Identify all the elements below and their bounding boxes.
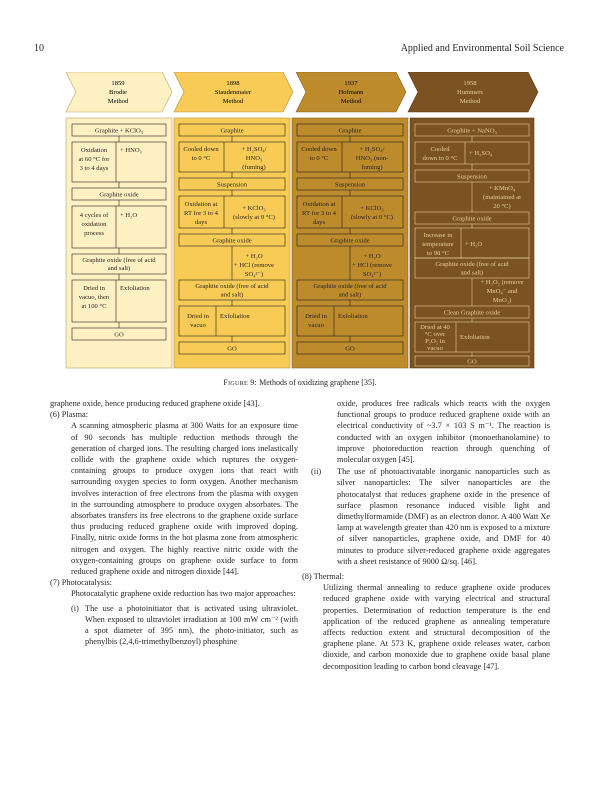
svg-text:Oxidation at: Oxidation at [184, 201, 218, 208]
svg-text:+ HNO₃: + HNO₃ [120, 147, 142, 154]
svg-text:°C over: °C over [424, 331, 446, 338]
svg-text:+ H₂SO₄: + H₂SO₄ [469, 150, 493, 157]
svg-text:at 100 °C: at 100 °C [81, 303, 107, 310]
list-marker-i: (i) [71, 603, 79, 613]
svg-text:to 0 °C: to 0 °C [309, 155, 329, 162]
right-column [302, 398, 550, 672]
header-arrow-staudenmaier [174, 72, 293, 112]
svg-text:oxidation: oxidation [81, 221, 107, 228]
svg-text:Dried in: Dried in [83, 285, 105, 292]
svg-text:vacuo: vacuo [427, 345, 443, 352]
svg-text:Oxidation at: Oxidation at [302, 201, 336, 208]
journal-title: Applied and Environmental Soil Science [400, 43, 564, 54]
svg-text:temperature: temperature [422, 241, 454, 248]
svg-text:Increase in: Increase in [423, 232, 453, 239]
svg-text:GO: GO [467, 358, 477, 366]
svg-text:+ H₂O₂ (remove: + H₂O₂ (remove [480, 279, 524, 286]
svg-text:RT for 3 to 4: RT for 3 to 4 [302, 210, 336, 217]
header-arrow-hofmann [296, 72, 406, 112]
svg-text:GO: GO [227, 345, 237, 353]
svg-text:20 °C): 20 °C) [493, 203, 511, 210]
svg-text:and salt): and salt) [460, 269, 484, 277]
svg-text:+ H₂SO₄/: + H₂SO₄/ [359, 146, 385, 153]
svg-text:+ HCl (remove: + HCl (remove [234, 262, 274, 269]
svg-text:HNO₃ (non-: HNO₃ (non- [355, 155, 389, 162]
svg-text:to 98 °C: to 98 °C [426, 250, 450, 257]
svg-text:days: days [194, 219, 208, 226]
paragraph-continuation: graphene oxide, hence producing reduced graphene oxide [43]. [50, 399, 260, 408]
list-marker-ii: (ii) [311, 467, 322, 477]
svg-text:(slowly at 0 °C): (slowly at 0 °C) [232, 214, 276, 221]
svg-text:vacuo: vacuo [190, 322, 206, 329]
svg-text:1898: 1898 [226, 80, 240, 87]
paragraph-photocatalysis: Photocatalytic graphene oxide reduction has two major approaches: [71, 589, 296, 599]
caption-label: Figure 9: [223, 378, 258, 387]
svg-text:Graphite oxide: Graphite oxide [99, 191, 139, 199]
svg-text:(fuming): (fuming) [242, 164, 266, 171]
svg-text:GO: GO [114, 331, 124, 339]
svg-text:to 0 °C: to 0 °C [191, 155, 211, 162]
svg-text:Suspension: Suspension [216, 181, 248, 189]
svg-text:1937: 1937 [344, 80, 358, 87]
svg-text:Suspension: Suspension [456, 173, 488, 181]
svg-text:+ KClO₃: + KClO₃ [360, 205, 384, 212]
svg-text:Exfoliation: Exfoliation [460, 334, 490, 341]
paragraph-plasma: A scanning atmospheric plasma at 300 Watts for an exposure time of 90 seconds has multiple reduction methods through the generation of charged ions. The resulting charged ions inelastically collide with the graphene oxide which ruptures the oxygen-containing groups to produce oxygen ions that react with surrounding oxygen species to form oxygen. Another mechanism involves interaction of free electrons from the plasma with oxygen in the surrounding atmosphere to produce oxygen absorbates. The absorbates transfers its free electrons to the graphene oxide surface thus producing reduced graphene oxide with improved doping. Finally, nitric oxide forms in the hot plasma zone from atmospheric nitrogen and oxygen. The highly reactive nitric oxide with the oxygen-containing groups on graphene oxide surface to form reduced graphene oxide and nitrogen dioxide [44]. [71, 421, 298, 577]
svg-text:MnO₂): MnO₂) [492, 297, 512, 304]
svg-text:Hummers: Hummers [456, 89, 484, 96]
list-item-ii [302, 466, 550, 567]
caption-text: Methods of oxidizing graphene [35]. [259, 378, 377, 387]
heading-thermal: (8) Thermal: [302, 572, 345, 582]
svg-text:SO₄²⁻): SO₄²⁻) [244, 271, 264, 278]
svg-text:Cooled: Cooled [430, 146, 450, 153]
page-number: 10 [34, 43, 44, 54]
svg-text:(slowly at 0 °C): (slowly at 0 °C) [350, 214, 394, 221]
svg-text:(maintained at: (maintained at [483, 194, 521, 201]
svg-text:+ H₂O: + H₂O [120, 212, 138, 219]
svg-text:+ H₂O: + H₂O [465, 241, 483, 248]
svg-text:down to 0 °C: down to 0 °C [422, 155, 458, 162]
svg-text:at 60 °C for: at 60 °C for [78, 156, 110, 163]
svg-text:Oxidation: Oxidation [80, 147, 108, 154]
svg-text:Dried in: Dried in [187, 313, 209, 320]
svg-text:Graphite: Graphite [338, 127, 362, 135]
svg-text:Exfoliation: Exfoliation [120, 285, 150, 292]
figure-caption [0, 378, 600, 387]
svg-text:Graphite oxide (free of acid: Graphite oxide (free of acid [435, 261, 509, 268]
heading-plasma: (6) Plasma: [50, 410, 89, 420]
svg-text:Exfoliation: Exfoliation [338, 313, 368, 320]
svg-text:Exfoliation: Exfoliation [220, 313, 250, 320]
header-arrow-hummers [408, 72, 538, 112]
svg-text:Graphite oxide (free of acid: Graphite oxide (free of acid [82, 257, 156, 264]
svg-text:Graphite: Graphite [220, 127, 244, 135]
svg-text:+ KClO₃: + KClO₃ [242, 205, 266, 212]
paragraph-continuation-right: oxide, produces free radicals which reacts with the oxygen functional groups to produce reduced graphene oxide with an electrical conductivity of ~3.7 × 103 S m⁻¹. The reaction is conducted with an oxygen inhibitor (monoethanolamine) to improve photoreduction reaction through quenching of molecular oxygen [45]. [337, 399, 550, 465]
svg-text:SO₄²⁻): SO₄²⁻) [362, 271, 382, 278]
svg-text:+ H₂O: + H₂O [245, 253, 263, 260]
svg-text:vacuo, then: vacuo, then [78, 294, 110, 301]
list-text-ii: The use of photoactivatable inorganic nanoparticles such as silver nanoparticles: The silver nanoparticles are the photocatalyst that reduces graphene oxide in the presence of surface plasmon resonance induced visible light and dimethylformamide (DMF) as an electron donor. A 400 Watt Xe lamp at wavelength greater than 420 nm is exposed to a mixture of silver nanoparticles, graphene oxide, and DMF for 40 minutes to produce silver-reduced graphene oxide aggregates with a sheet resistance of 9000 Ω/sq. [46]. [337, 467, 551, 566]
svg-text:+ KMnO₄: + KMnO₄ [488, 185, 516, 192]
paragraph-thermal: Utilizing thermal annealing to reduce graphene oxide produces reduced graphene oxide with varying electrical and structural properties. Determination of reduction temperature is the end application of the reduced graphene as annealing temperature affects reduction extent and structural decomposition of the graphene plane. At 573 K, graphene oxide releases water, carbon dioxide, and carbon monoxide due to graphene oxide basal plane decomposition leading to carbon bond cleavage [47]. [323, 583, 550, 671]
method-brodie: Method [107, 98, 129, 105]
svg-text:Cooled down: Cooled down [301, 146, 337, 153]
svg-text:GO: GO [345, 345, 355, 353]
svg-text:HNO₃: HNO₃ [245, 155, 263, 162]
svg-text:1958: 1958 [463, 80, 477, 87]
svg-text:and salt): and salt) [107, 265, 131, 272]
svg-text:days: days [312, 219, 326, 226]
svg-text:Graphite oxide (free of acid: Graphite oxide (free of acid [313, 283, 387, 290]
name-brodie: Brodie [109, 89, 127, 96]
svg-text:fuming): fuming) [361, 164, 383, 171]
svg-text:RT for 3 to 4: RT for 3 to 4 [184, 210, 218, 217]
left-column [50, 398, 298, 647]
svg-text:Dried in: Dried in [305, 313, 327, 320]
year-1859: 1859 [111, 80, 125, 87]
svg-text:Suspension: Suspension [334, 181, 366, 189]
svg-text:Graphite + KClO₃: Graphite + KClO₃ [94, 127, 144, 135]
svg-text:vacuo: vacuo [308, 322, 324, 329]
svg-text:Cooled down: Cooled down [183, 146, 219, 153]
svg-text:Dried at 40: Dried at 40 [420, 324, 450, 331]
svg-text:Graphite oxide: Graphite oxide [452, 215, 492, 223]
svg-text:4 cycles of: 4 cycles of [79, 212, 109, 219]
svg-text:Graphite + NaNO₃: Graphite + NaNO₃ [447, 127, 497, 135]
list-text-i: The use a photoinitiator that is activated using ultraviolet. When exposed to ultraviolet irradiation at 100 mW cm⁻² (with a spot diameter of 395 nm), the photo-initiator, such as phenylbis (2,4,6-trimethylbenzoyl) phosphine [85, 603, 298, 647]
svg-text:Method: Method [222, 98, 244, 105]
svg-text:Method: Method [340, 98, 362, 105]
svg-text:+ HCl (remove: + HCl (remove [352, 262, 392, 269]
svg-text:and salt): and salt) [220, 291, 244, 299]
svg-text:Graphite oxide: Graphite oxide [212, 237, 252, 245]
header-arrow-brodie [66, 72, 172, 112]
svg-text:Graphite oxide: Graphite oxide [330, 237, 370, 245]
svg-text:Clean Graphite oxide: Clean Graphite oxide [443, 309, 501, 317]
heading-photocatalysis: (7) Photocatalysis: [50, 578, 112, 588]
svg-text:Hofmann: Hofmann [338, 89, 364, 96]
svg-text:+ H₂SO₄/: + H₂SO₄/ [241, 146, 267, 153]
svg-text:process: process [84, 230, 104, 237]
svg-text:and salt): and salt) [338, 291, 362, 299]
svg-text:Graphite oxide (free of acid: Graphite oxide (free of acid [195, 283, 269, 290]
figure-9 [58, 72, 542, 372]
list-item-i [50, 603, 298, 648]
svg-text:+ H₂O: + H₂O [363, 253, 381, 260]
svg-text:Staudenmaier: Staudenmaier [214, 89, 252, 96]
svg-text:3 to 4 days: 3 to 4 days [79, 165, 109, 172]
svg-text:P₂O₅ in: P₂O₅ in [425, 338, 445, 345]
svg-text:Method: Method [459, 98, 481, 105]
svg-text:MnO₄⁻ and: MnO₄⁻ and [486, 288, 518, 295]
